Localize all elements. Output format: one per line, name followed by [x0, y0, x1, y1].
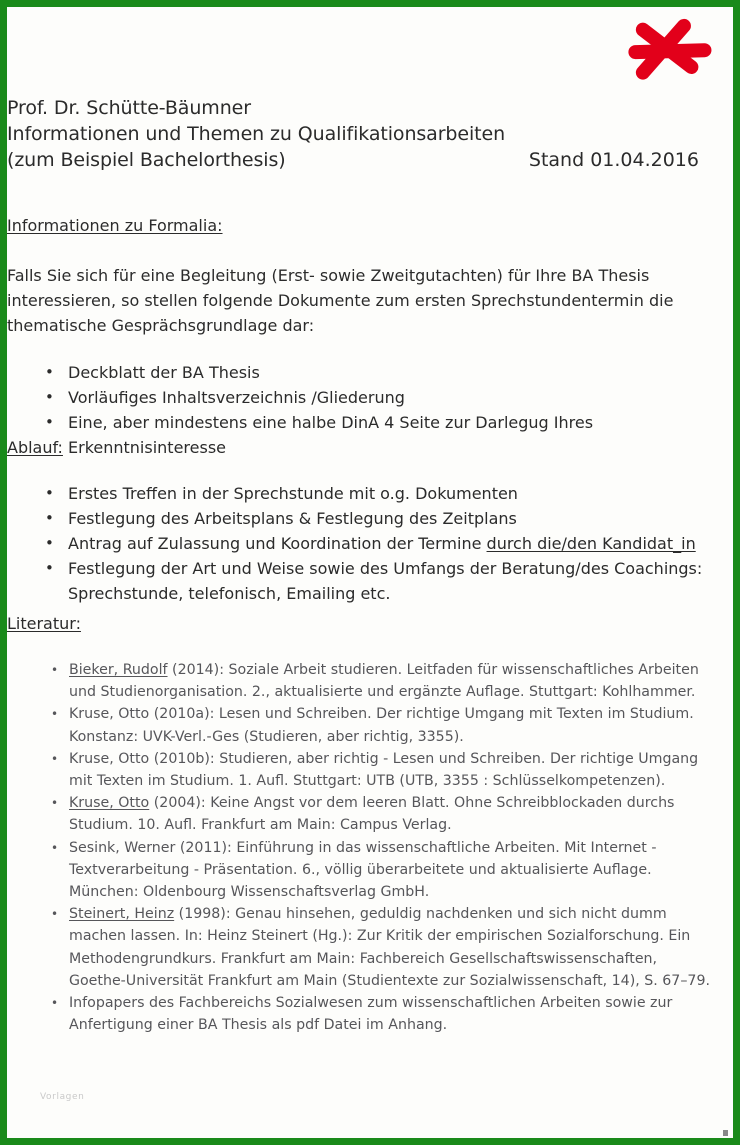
list-item-text: Festlegung des Arbeitsplans & Festlegung des Zeitplans: [68, 509, 517, 528]
reference-item: [7, 992, 733, 1036]
list-item: [7, 556, 733, 606]
reference-item: [7, 837, 733, 904]
reference-author: Kruse, Otto: [69, 795, 150, 812]
list-item: • Eine, aber mindestens eine halbe DinA 4 Seite zur Darlegug Ihres Erkenntnisinteresse: [7, 410, 733, 460]
list-item-text: Antrag auf Zulassung und Koordination der Termine: [68, 534, 487, 553]
reference-item: [7, 748, 733, 792]
scope-line: (zum Beispiel Bachelorthesis): [7, 149, 286, 171]
list-item: [7, 506, 733, 531]
formalia-paragraph-line: thematische Gesprächsgrundlage dar:: [7, 316, 315, 335]
formalia-paragraph-line: interessieren, so stellen folgende Dokumente zum ersten Sprechstundentermin die: [7, 291, 674, 310]
author-line: Prof. Dr. Schütte-Bäumner: [7, 97, 251, 119]
list-item-text: Festlegung der Art und Weise sowie des Umfangs der Beratung/des Coachings:: [68, 559, 703, 578]
stand-date: Stand 01.04.2016: [528, 149, 699, 171]
ablauf-list: [7, 481, 733, 606]
list-item: [7, 531, 733, 556]
formalia-paragraph: [7, 263, 707, 338]
scope-and-date-row: [7, 147, 717, 173]
reference-text: Infopapers des Fachbereichs Sozialwesen zum wissenschaftlichen Arbeiten sowie zur Anfertigung einer BA Thesis als pdf Datei im Anhang.: [69, 995, 673, 1034]
reference-item: [7, 903, 733, 992]
document-header: [7, 95, 727, 173]
formalia-paragraph-line: Falls Sie sich für eine Begleitung (Erst- sowie Zweitgutachten) für Ihre BA Thesis: [7, 266, 650, 285]
section-formalia: [7, 215, 733, 460]
heading-ablauf: Ablauf:: [7, 438, 63, 457]
reference-item: [7, 792, 733, 836]
list-item-text: Erstes Treffen in der Sprechstunde mit o.g. Dokumenten: [68, 484, 518, 503]
literatur-list: [7, 659, 733, 1036]
list-item: • Deckblatt der BA Thesis: [7, 360, 733, 385]
reference-item: [7, 659, 733, 703]
list-item: [7, 481, 733, 506]
corner-artifact: [723, 1130, 728, 1136]
heading-formalia: Informationen zu Formalia:: [7, 216, 223, 235]
section-literatur: [7, 613, 733, 1036]
reference-author: Steinert, Heinz: [69, 906, 175, 923]
heading-literatur: Literatur:: [7, 614, 81, 633]
list-item-text-continued: Sprechstunde, telefonisch, Emailing etc.: [68, 584, 391, 603]
list-item: • Vorläufiges Inhaltsverzeichnis /Gliederung: [7, 385, 733, 410]
reference-text: (2004): Keine Angst vor dem leeren Blatt. Ohne Schreibblockaden durchs Studium. 10. Aufl. Frankfurt am Main: Campus Verlag.: [69, 795, 675, 834]
reference-text: Sesink, Werner (2011): Einführung in das wissenschaftliche Arbeiten. Mit Internet - Textverarbeitung - Präsentation. 6., völlig überarbeitete und aktualisierte Auflage. München: Oldenbourg Wissenschaftsverlag GmbH.: [69, 839, 657, 901]
reference-text: Kruse, Otto (2010b): Studieren, aber richtig - Lesen und Schreiben. Der richtige Umgang mit Texten im Studium. 1. Aufl. Stuttgart: UTB (UTB, 3355 : Schlüsselkompetenzen).: [69, 750, 699, 790]
document-content: [7, 7, 733, 1138]
reference-item: [7, 703, 733, 747]
subject-line: Informationen und Themen zu Qualifikationsarbeiten: [7, 123, 506, 145]
reference-text: (1998): Genau hinsehen, geduldig nachdenken und sich nicht dumm machen lassen. In: Heinz Steinert (Hg.): Zur Kritik der empirischen Sozialforschung. Ein Methodengrundkurs. Frankfurt am Main: Fachbereich Gesellschaftswissenschaften, Goethe-Universität Frankfurt am Main (Studientexte zur Sozialwissenschaft, 14), S. 67–79.: [69, 906, 710, 989]
list-item-emphasis: durch die/den Kandidat_in: [486, 534, 696, 553]
section-ablauf: [7, 437, 733, 606]
page-sheet: [7, 7, 733, 1138]
reference-author: Bieker, Rudolf: [69, 662, 168, 678]
reference-text: Kruse, Otto (2010a): Lesen und Schreiben. Der richtige Umgang mit Texten im Studium. Konstanz: UVK-Verl.-Ges (Studieren, aber richtig, 3355).: [69, 706, 694, 745]
reference-text: (2014): Soziale Arbeit studieren. Leitfaden für wissenschaftliches Arbeiten und Studienorganisation. 2., aktualisierte und ergänzte Auflage. Stuttgart: Kohlhammer.: [69, 662, 699, 701]
watermark-vorlagen: Vorlagen: [40, 1092, 85, 1102]
